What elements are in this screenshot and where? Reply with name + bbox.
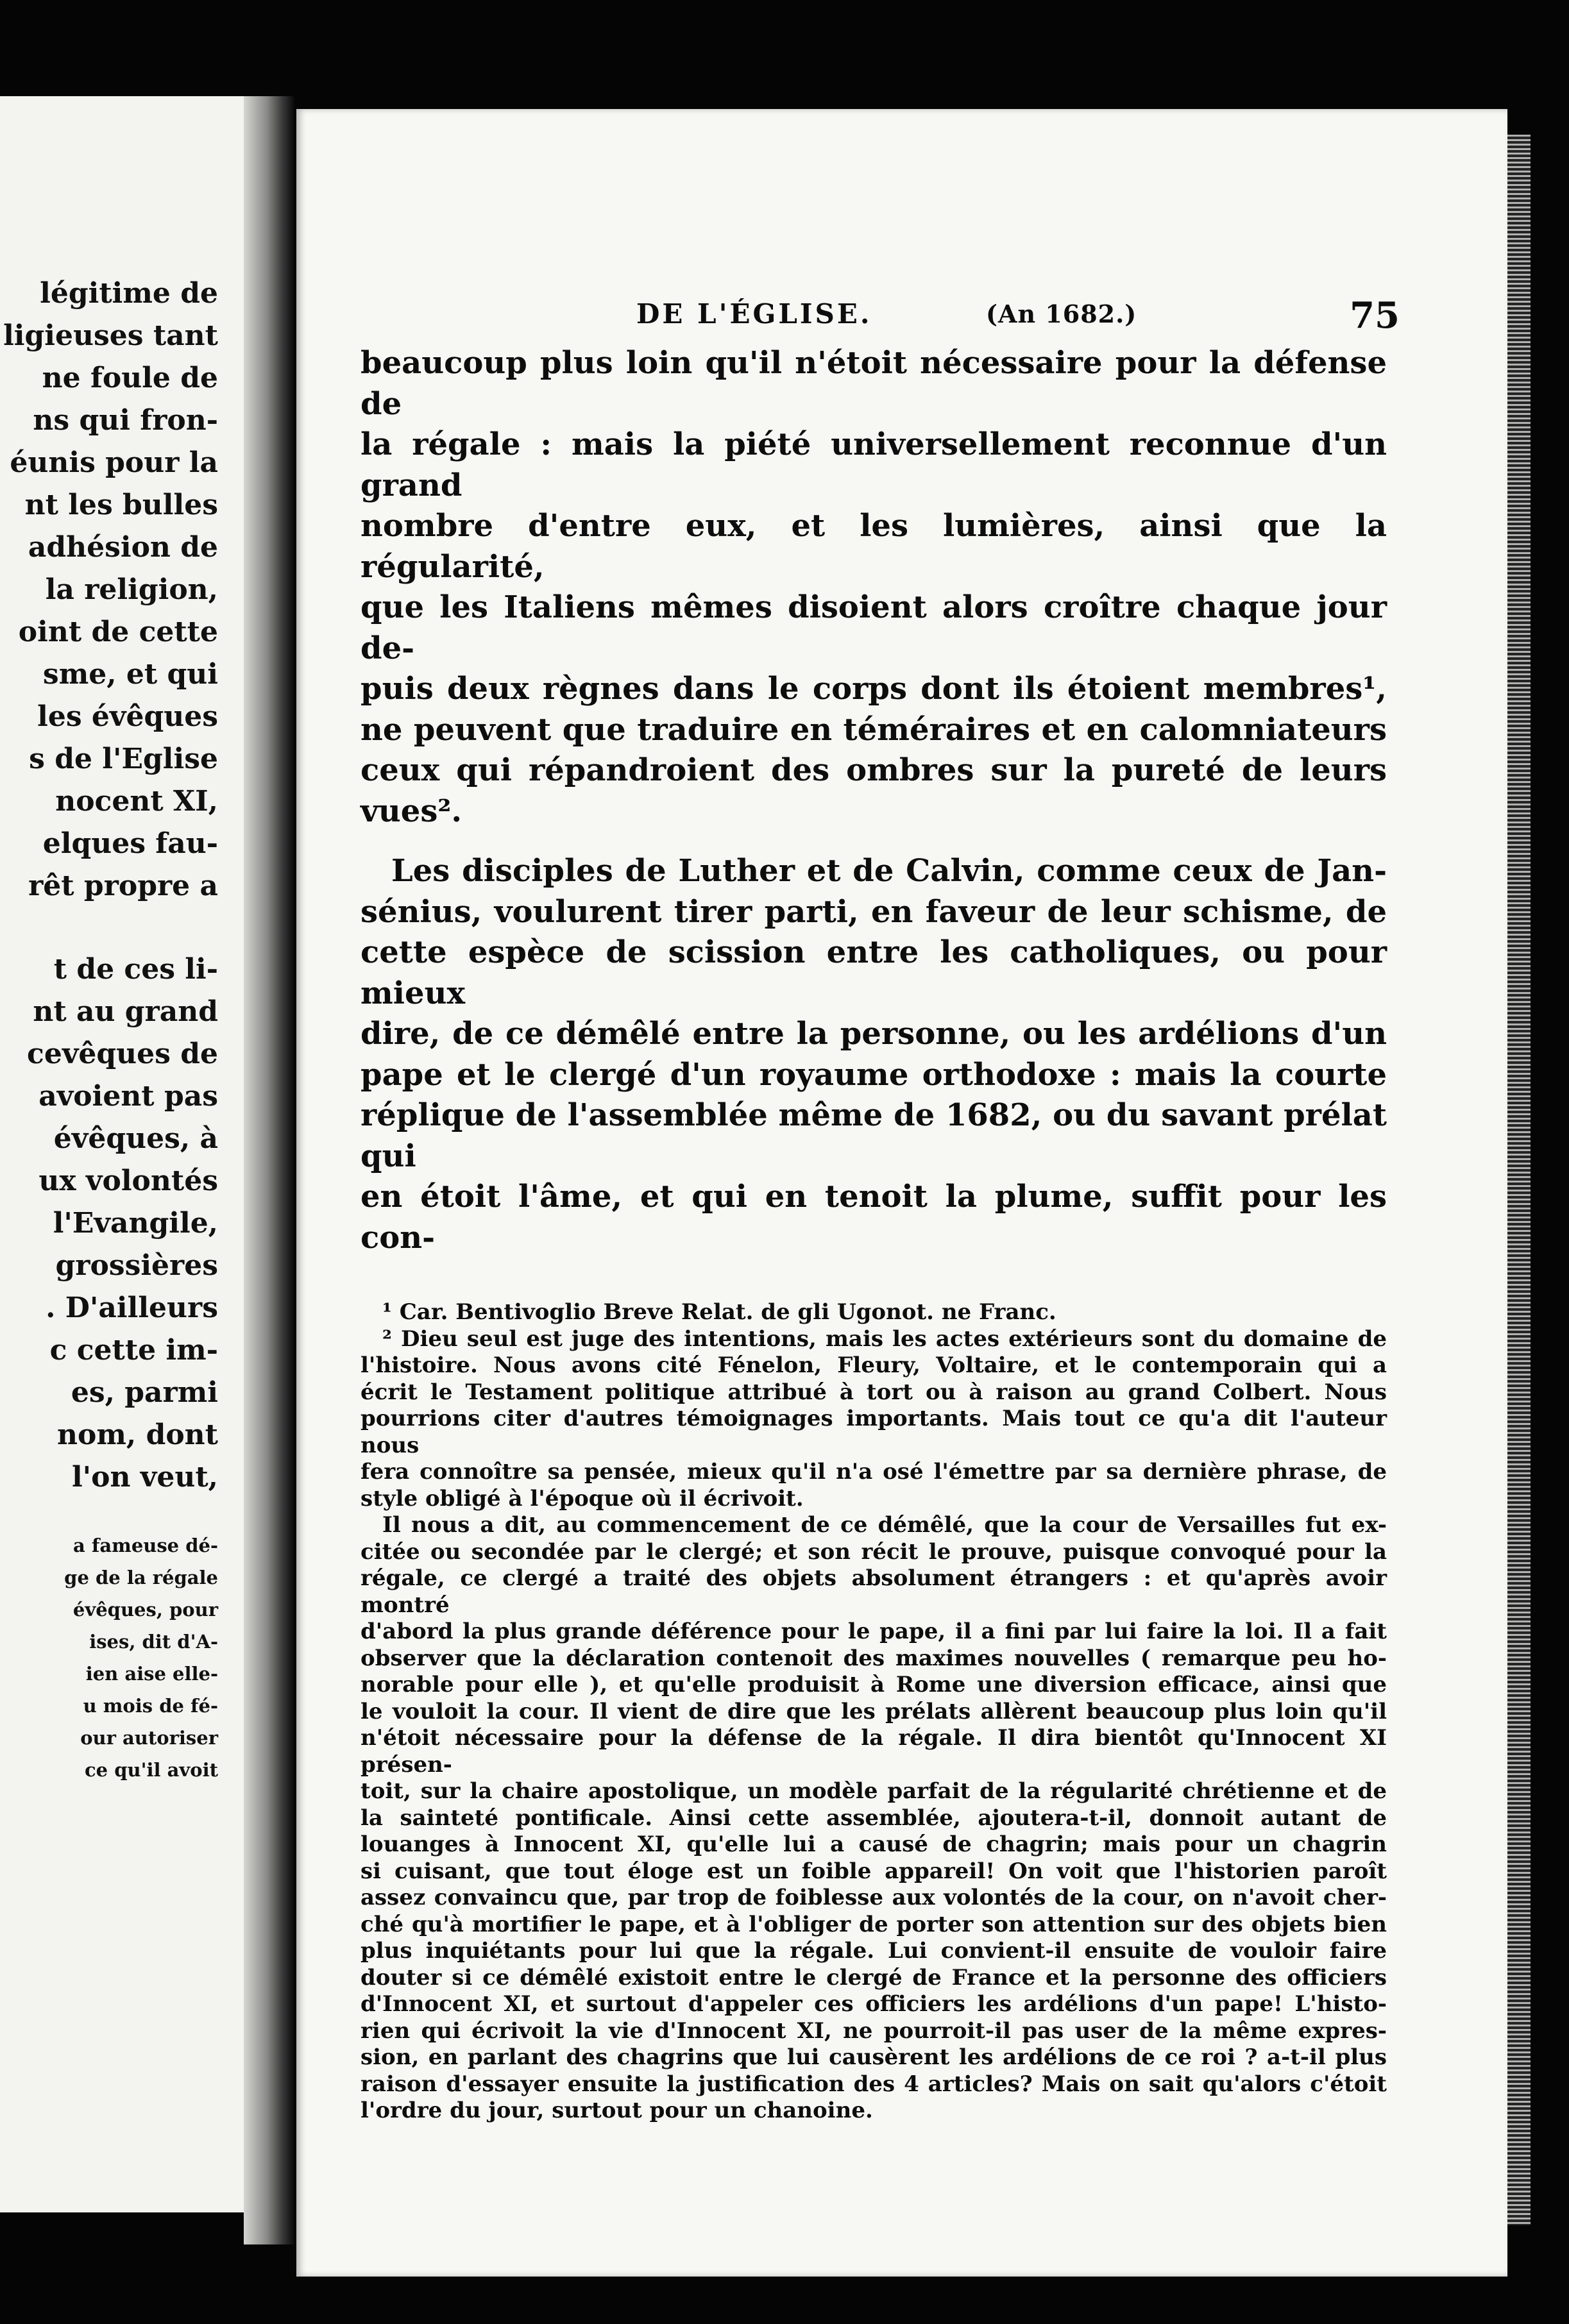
left-note-line: our autoriser: [80, 1727, 218, 1749]
text-line: pape et le clergé d'un royaume orthodoxe : mais la courte: [360, 1056, 1387, 1093]
footnote-line: raison d'essayer ensuite la justification des 4 articles? Mais on sait qu'alors c'étoit: [360, 2071, 1387, 2097]
left-line: adhésion de: [28, 531, 218, 564]
left-line: rêt propre a: [28, 870, 218, 902]
footnote-2: [360, 1326, 1387, 1513]
footnote-line: observer que la déclaration contenoit des maximes nouvelles ( remarque peu ho-: [360, 1645, 1387, 1671]
text-line: la régale : mais la piété universellement reconnue d'un grand: [360, 426, 1387, 503]
left-note-line: ien aise elle-: [85, 1663, 218, 1685]
text-line: vues².: [360, 793, 462, 829]
page-number: 75: [1350, 294, 1400, 337]
left-line: nt les bulles: [24, 489, 218, 521]
footnote-line: le vouloit la cour. Il vient de dire que les prélats allèrent beaucoup plus loin qu'il: [360, 1698, 1387, 1724]
left-line: évêques, à: [53, 1122, 218, 1155]
left-line: cevêques de: [27, 1038, 218, 1070]
footnotes: [360, 1299, 1387, 2125]
footnote-line: louanges à Innocent XI, qu'elle lui a causé de chagrin; mais pour un chagrin: [360, 1831, 1387, 1857]
header-title: DE L'ÉGLISE.: [636, 298, 872, 330]
left-line: ligieuses tant: [3, 319, 218, 352]
left-line: nom, dont: [57, 1419, 218, 1451]
footnote-line: n'étoit nécessaire pour la défense de la régale. Il dira bientôt qu'Innocent XI présen-: [360, 1725, 1387, 1778]
footnote-line: toit, sur la chaire apostolique, un modèle parfait de la régularité chrétienne et de: [360, 1778, 1387, 1804]
text-line: en étoit l'âme, et qui en tenoit la plume, suffit pour les con-: [360, 1179, 1387, 1256]
paragraph-2: [360, 851, 1387, 1258]
left-line: oint de cette: [18, 616, 218, 648]
footnote-line: d'Innocent XI, et surtout d'appeler ces officiers les ardélions d'un pape! L'histo-: [360, 1991, 1387, 2017]
footnote-line: ¹ Car. Bentivoglio Breve Relat. de gli Ugonot. ne Franc.: [382, 1299, 1056, 1325]
left-note-line: ce qu'il avoit: [85, 1759, 218, 1781]
left-page: [0, 96, 269, 2212]
text-line: puis deux règnes dans le corps dont ils étoient membres¹,: [360, 671, 1387, 707]
left-page-text: [0, 273, 218, 1786]
left-notes-block: [0, 1529, 218, 1786]
footnote-line: l'ordre du jour, surtout pour un chanoine.: [360, 2098, 873, 2123]
left-line: ne foule de: [42, 362, 218, 394]
left-line: l'on veut,: [71, 1461, 218, 1494]
left-line: s de l'Eglise: [29, 743, 218, 775]
footnote-line: régale, ce clergé a traité des objets absolument étrangers : et qu'après avoir montré: [360, 1565, 1387, 1618]
left-line: sme, et qui: [42, 658, 218, 691]
footnote-line: plus inquiétants pour lui que la régale. Lui convient-il ensuite de vouloir faire: [360, 1938, 1387, 1964]
left-line: elques fau-: [42, 827, 218, 860]
left-line: l'Evangile,: [53, 1207, 218, 1240]
left-line: grossières: [55, 1249, 218, 1282]
footnote-line: citée ou secondée par le clergé; et son récit le prouve, puisque convoqué pour la: [360, 1538, 1387, 1565]
footnote-line: fera connoître sa pensée, mieux qu'il n'a osé l'émettre par sa dernière phrase, de: [360, 1459, 1387, 1485]
text-line: ceux qui répandroient des ombres sur la pureté de leurs: [360, 752, 1387, 788]
footnote-line: style obligé à l'époque où il écrivoit.: [360, 1485, 804, 1511]
left-lower-block: [0, 948, 218, 1499]
page-content: [360, 294, 1400, 2125]
footnote-1: [360, 1299, 1387, 1326]
body-text: [360, 343, 1387, 1258]
footnote-line: norable pour elle ), et qu'elle produisit à Rome une diversion efficace, ainsi que: [360, 1672, 1387, 1697]
left-line: nt au grand: [33, 995, 218, 1028]
text-line: beaucoup plus loin qu'il n'étoit nécessaire pour la défense de: [360, 345, 1387, 422]
left-line: nocent XI,: [55, 785, 218, 818]
left-note-line: a fameuse dé-: [72, 1535, 218, 1556]
book-gutter: [244, 96, 295, 2244]
left-line: ux volontés: [38, 1165, 218, 1197]
left-line: les évêques: [37, 700, 218, 733]
footnote-line: l'histoire. Nous avons cité Fénelon, Fleury, Voltaire, et le contemporain qui a: [360, 1352, 1387, 1378]
left-line: c cette im-: [49, 1334, 218, 1367]
text-line: nombre d'entre eux, et les lumières, ainsi que la régularité,: [360, 508, 1387, 585]
text-line: que les Italiens mêmes disoient alors croître chaque jour de-: [360, 589, 1387, 666]
footnote-line: ² Dieu seul est juge des intentions, mais les actes extérieurs sont du domaine de: [382, 1326, 1387, 1352]
footnote-line: la sainteté pontificale. Ainsi cette assemblée, ajoutera-t-il, donnoit autant de: [360, 1805, 1387, 1831]
left-line: légitime de: [40, 277, 218, 310]
footnote-line: si cuisant, que tout éloge est un foible appareil! On voit que l'historien paroît: [360, 1858, 1387, 1884]
left-line: la religion,: [45, 573, 218, 606]
paragraph-1: [360, 343, 1387, 832]
text-line: ne peuvent que traduire en téméraires et en calomniateurs: [360, 711, 1387, 748]
footnote-line: assez convaincu que, par trop de foiblesse aux volontés de la cour, on n'avoit cher-: [360, 1885, 1387, 1910]
footnote-line: écrit le Testament politique attribué à tort ou à raison au grand Colbert. Nous: [360, 1379, 1387, 1405]
footnote-line: d'abord la plus grande déférence pour le pape, il a fini par lui faire la loi. Il a fait: [360, 1619, 1387, 1644]
footnote-line: rien qui écrivoit la vie d'Innocent XI, ne pourroit-il pas user de la même expres-: [360, 2017, 1387, 2044]
left-line: t de ces li-: [53, 953, 218, 986]
text-line: sénius, voulurent tirer parti, en faveur de leur schisme, de: [360, 893, 1387, 930]
text-line: Les disciples de Luther et de Calvin, comme ceux de Jan-: [391, 853, 1387, 889]
text-line: réplique de l'assemblée même de 1682, ou du savant prélat qui: [360, 1097, 1387, 1174]
footnote-line: pourrions citer d'autres témoignages importants. Mais tout ce qu'a dit l'auteur nous: [360, 1406, 1387, 1458]
footnote-line: douter si ce démêlé existoit entre le clergé de France et la personne des officiers: [360, 1964, 1387, 1991]
left-note-line: ises, dit d'A-: [89, 1631, 218, 1653]
left-line: éunis pour la: [10, 446, 218, 479]
left-line: ns qui fron-: [33, 404, 218, 437]
text-line: dire, de ce démêlé entre la personne, ou les ardélions d'un: [360, 1016, 1387, 1052]
text-line: cette espèce de scission entre les catholiques, ou pour mieux: [360, 934, 1387, 1011]
footnote-line: sion, en parlant des chagrins que lui causèrent les ardélions de ce roi ? a-t-il plus: [360, 2044, 1387, 2070]
header-year: (An 1682.): [986, 299, 1137, 328]
left-note-line: évêques, pour: [72, 1599, 218, 1621]
left-main-block: [0, 273, 218, 907]
footnote-3: [360, 1512, 1387, 2125]
footnote-line: ché qu'à mortifier le pape, et à l'obliger de porter son attention sur des objets bien: [360, 1911, 1387, 1937]
left-note-line: ge de la régale: [64, 1567, 218, 1588]
page-edge-strip: [1507, 135, 1531, 2225]
left-note-line: u mois de fé-: [83, 1695, 218, 1717]
left-line: . D'ailleurs: [46, 1292, 218, 1324]
running-header: [360, 294, 1400, 337]
right-page: [296, 109, 1507, 2277]
footnote-line: Il nous a dit, au commencement de ce démêlé, que la cour de Versailles fut ex-: [382, 1512, 1387, 1538]
left-line: es, parmi: [71, 1376, 218, 1409]
left-line: avoient pas: [38, 1080, 218, 1113]
